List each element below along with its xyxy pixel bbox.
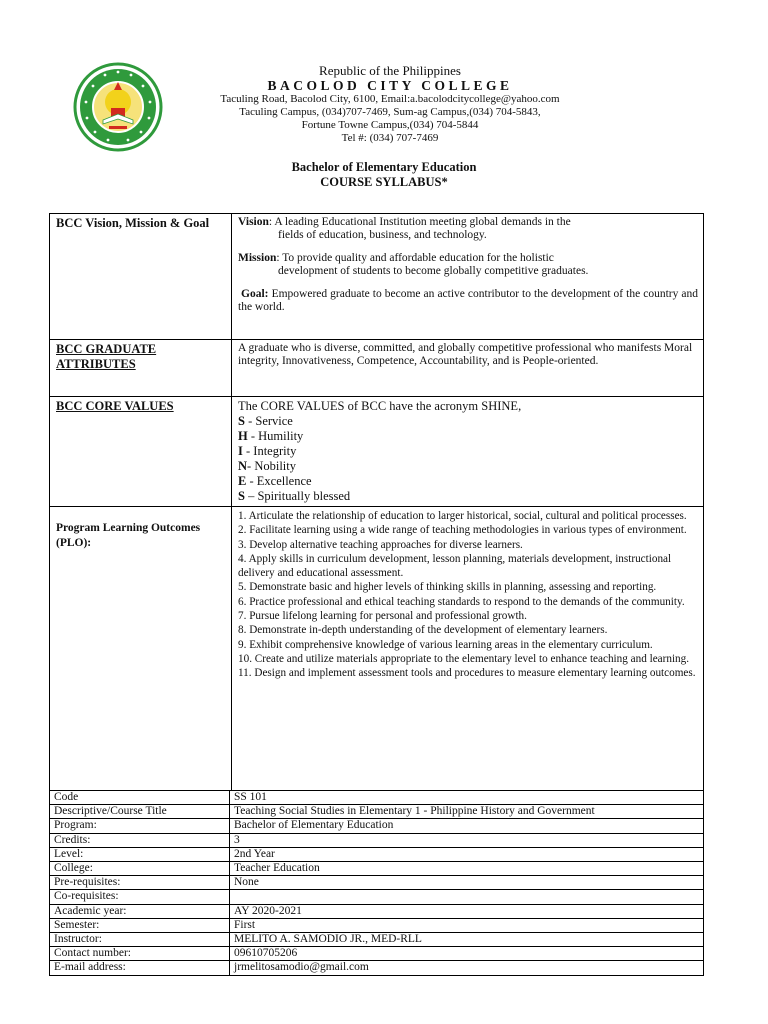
info-value: AY 2020-2021 [230,904,704,918]
mission-text-cont: development of students to become globally competitive graduates. [278,265,589,277]
info-value: jrmelitosamodio@gmail.com [230,961,704,975]
core-values-row [50,397,704,507]
vmg-row [50,214,704,340]
vision-text: Vision: A leading Educational Institution meeting global demands in the [238,216,571,228]
vmg-content-cell [232,214,704,340]
info-value: MELITO A. SAMODIO JR., MED-RLL [230,933,704,947]
plo-item: 1. Articulate the relationship of education to larger historical, social, cultural and political processes. [238,510,687,522]
vmg-label: BCC Vision, Mission & Goal [56,216,210,230]
info-label: Program: [50,819,230,833]
table-row [50,904,704,918]
table-row [50,833,704,847]
attributes-label: BCC GRADUATE ATTRIBUTES [56,342,157,371]
plo-item: 3. Develop alternative teaching approaches for diverse learners. [238,538,523,551]
core-value-item: S – Spiritually blessed [238,489,351,503]
plo-item: 8. Demonstrate in-depth understanding of the development of elementary learners. [238,624,608,637]
info-value: Teacher Education [230,862,704,876]
table-row [50,933,704,947]
info-value: 3 [230,833,704,847]
info-value: 2nd Year [230,847,704,861]
core-value-item: N- Nobility [238,459,296,473]
plo-item: 10. Create and utilize materials appropriate to the elementary level to enhance teaching and learning. [238,652,690,665]
school-name: BACOLOD CITY COLLEGE [267,78,513,93]
core-values-label: BCC CORE VALUES [56,399,174,413]
plo-item: 7. Pursue lifelong learning for personal and professional growth. [238,610,527,623]
plo-item: 11. Design and implement assessment tools and procedures to measure elementary learning outcomes. [238,667,696,680]
core-value-item: E - Excellence [238,474,312,488]
info-value: SS 101 [230,791,704,805]
goal-text: Goal: Empowered graduate to become an active contributor to the development of the country and the world. [238,288,699,313]
info-label: Semester: [50,918,230,932]
table-row [50,862,704,876]
program-title: Bachelor of Elementary Education [291,160,477,174]
course-info-table [49,790,704,976]
college-seal-logo [73,62,163,152]
info-label: Level: [50,847,230,861]
table-row [50,819,704,833]
plo-item: 4. Apply skills in curriculum development, lesson planning, materials development, instructional delivery and educational assessment. [238,552,672,580]
info-label: E-mail address: [50,961,230,975]
info-label: Contact number: [50,947,230,961]
plo-item: 9. Exhibit comprehensive knowledge of various learning areas in the elementary curriculum. [238,638,653,651]
plo-label-cell [50,507,232,791]
table-row [50,791,704,805]
plo-item: 2. Facilitate learning using a wide range of teaching methodologies in various types of environment. [238,524,687,537]
info-value: 09610705206 [230,947,704,961]
attributes-label-cell [50,340,232,397]
core-values-content-cell [232,397,704,507]
table-row [50,890,704,904]
address-line: Fortune Towne Campus,(034) 704-5844 [301,119,479,131]
plo-row [50,507,704,791]
info-value: None [230,876,704,890]
vision-text-cont: fields of education, business, and technology. [278,229,487,241]
info-label: Co-requisites: [50,890,230,904]
info-label: Descriptive/Course Title [50,805,230,819]
info-value: First [230,918,704,932]
info-value [230,890,704,904]
table-row [50,805,704,819]
address-line: Tel #: (034) 707-7469 [341,132,439,144]
letterhead [160,64,620,145]
core-values-label-cell [50,397,232,507]
republic-line: Republic of the Philippines [319,63,461,78]
core-value-item: S - Service [238,414,293,428]
mission-text: Mission: To provide quality and affordable education for the holistic [238,252,554,264]
table-row [50,947,704,961]
address-line: Taculing Campus, (034)707-7469, Sum-ag Campus,(034) 704-5843, [239,106,541,118]
info-label: College: [50,862,230,876]
plo-label: Program Learning Outcomes (PLO): [56,522,201,549]
attributes-text: A graduate who is diverse, committed, and globally competitive professional who manifests Moral integrity, Innovativeness, Competence, Accountability, and is People-oriented. [238,342,693,367]
info-label: Instructor: [50,933,230,947]
info-label: Pre-requisites: [50,876,230,890]
table-row [50,847,704,861]
table-row [50,876,704,890]
address-line: Taculing Road, Bacolod City, 6100, Email:a.bacolodcitycollege@yahoo.com [220,93,560,105]
table-row [50,918,704,932]
attributes-content-cell [232,340,704,397]
info-label: Academic year: [50,904,230,918]
table-row [50,961,704,975]
core-value-item: I - Integrity [238,444,297,458]
info-label: Code [50,791,230,805]
vmg-label-cell [50,214,232,340]
core-values-intro: The CORE VALUES of BCC have the acronym SHINE, [238,399,522,413]
attributes-row [50,340,704,397]
info-value: Bachelor of Elementary Education [230,819,704,833]
syllabus-title: COURSE SYLLABUS* [320,175,448,189]
syllabus-overview-table [49,213,704,791]
info-value: Teaching Social Studies in Elementary 1 - Philippine History and Government [230,805,704,819]
info-label: Credits: [50,833,230,847]
plo-content-cell [232,507,704,791]
document-titles [0,160,768,190]
plo-item: 5. Demonstrate basic and higher levels of thinking skills in planning, assessing and reporting. [238,581,657,594]
plo-item: 6. Practice professional and ethical teaching standards to respond to the demands of the community. [238,595,685,608]
core-value-item: H - Humility [238,429,304,443]
